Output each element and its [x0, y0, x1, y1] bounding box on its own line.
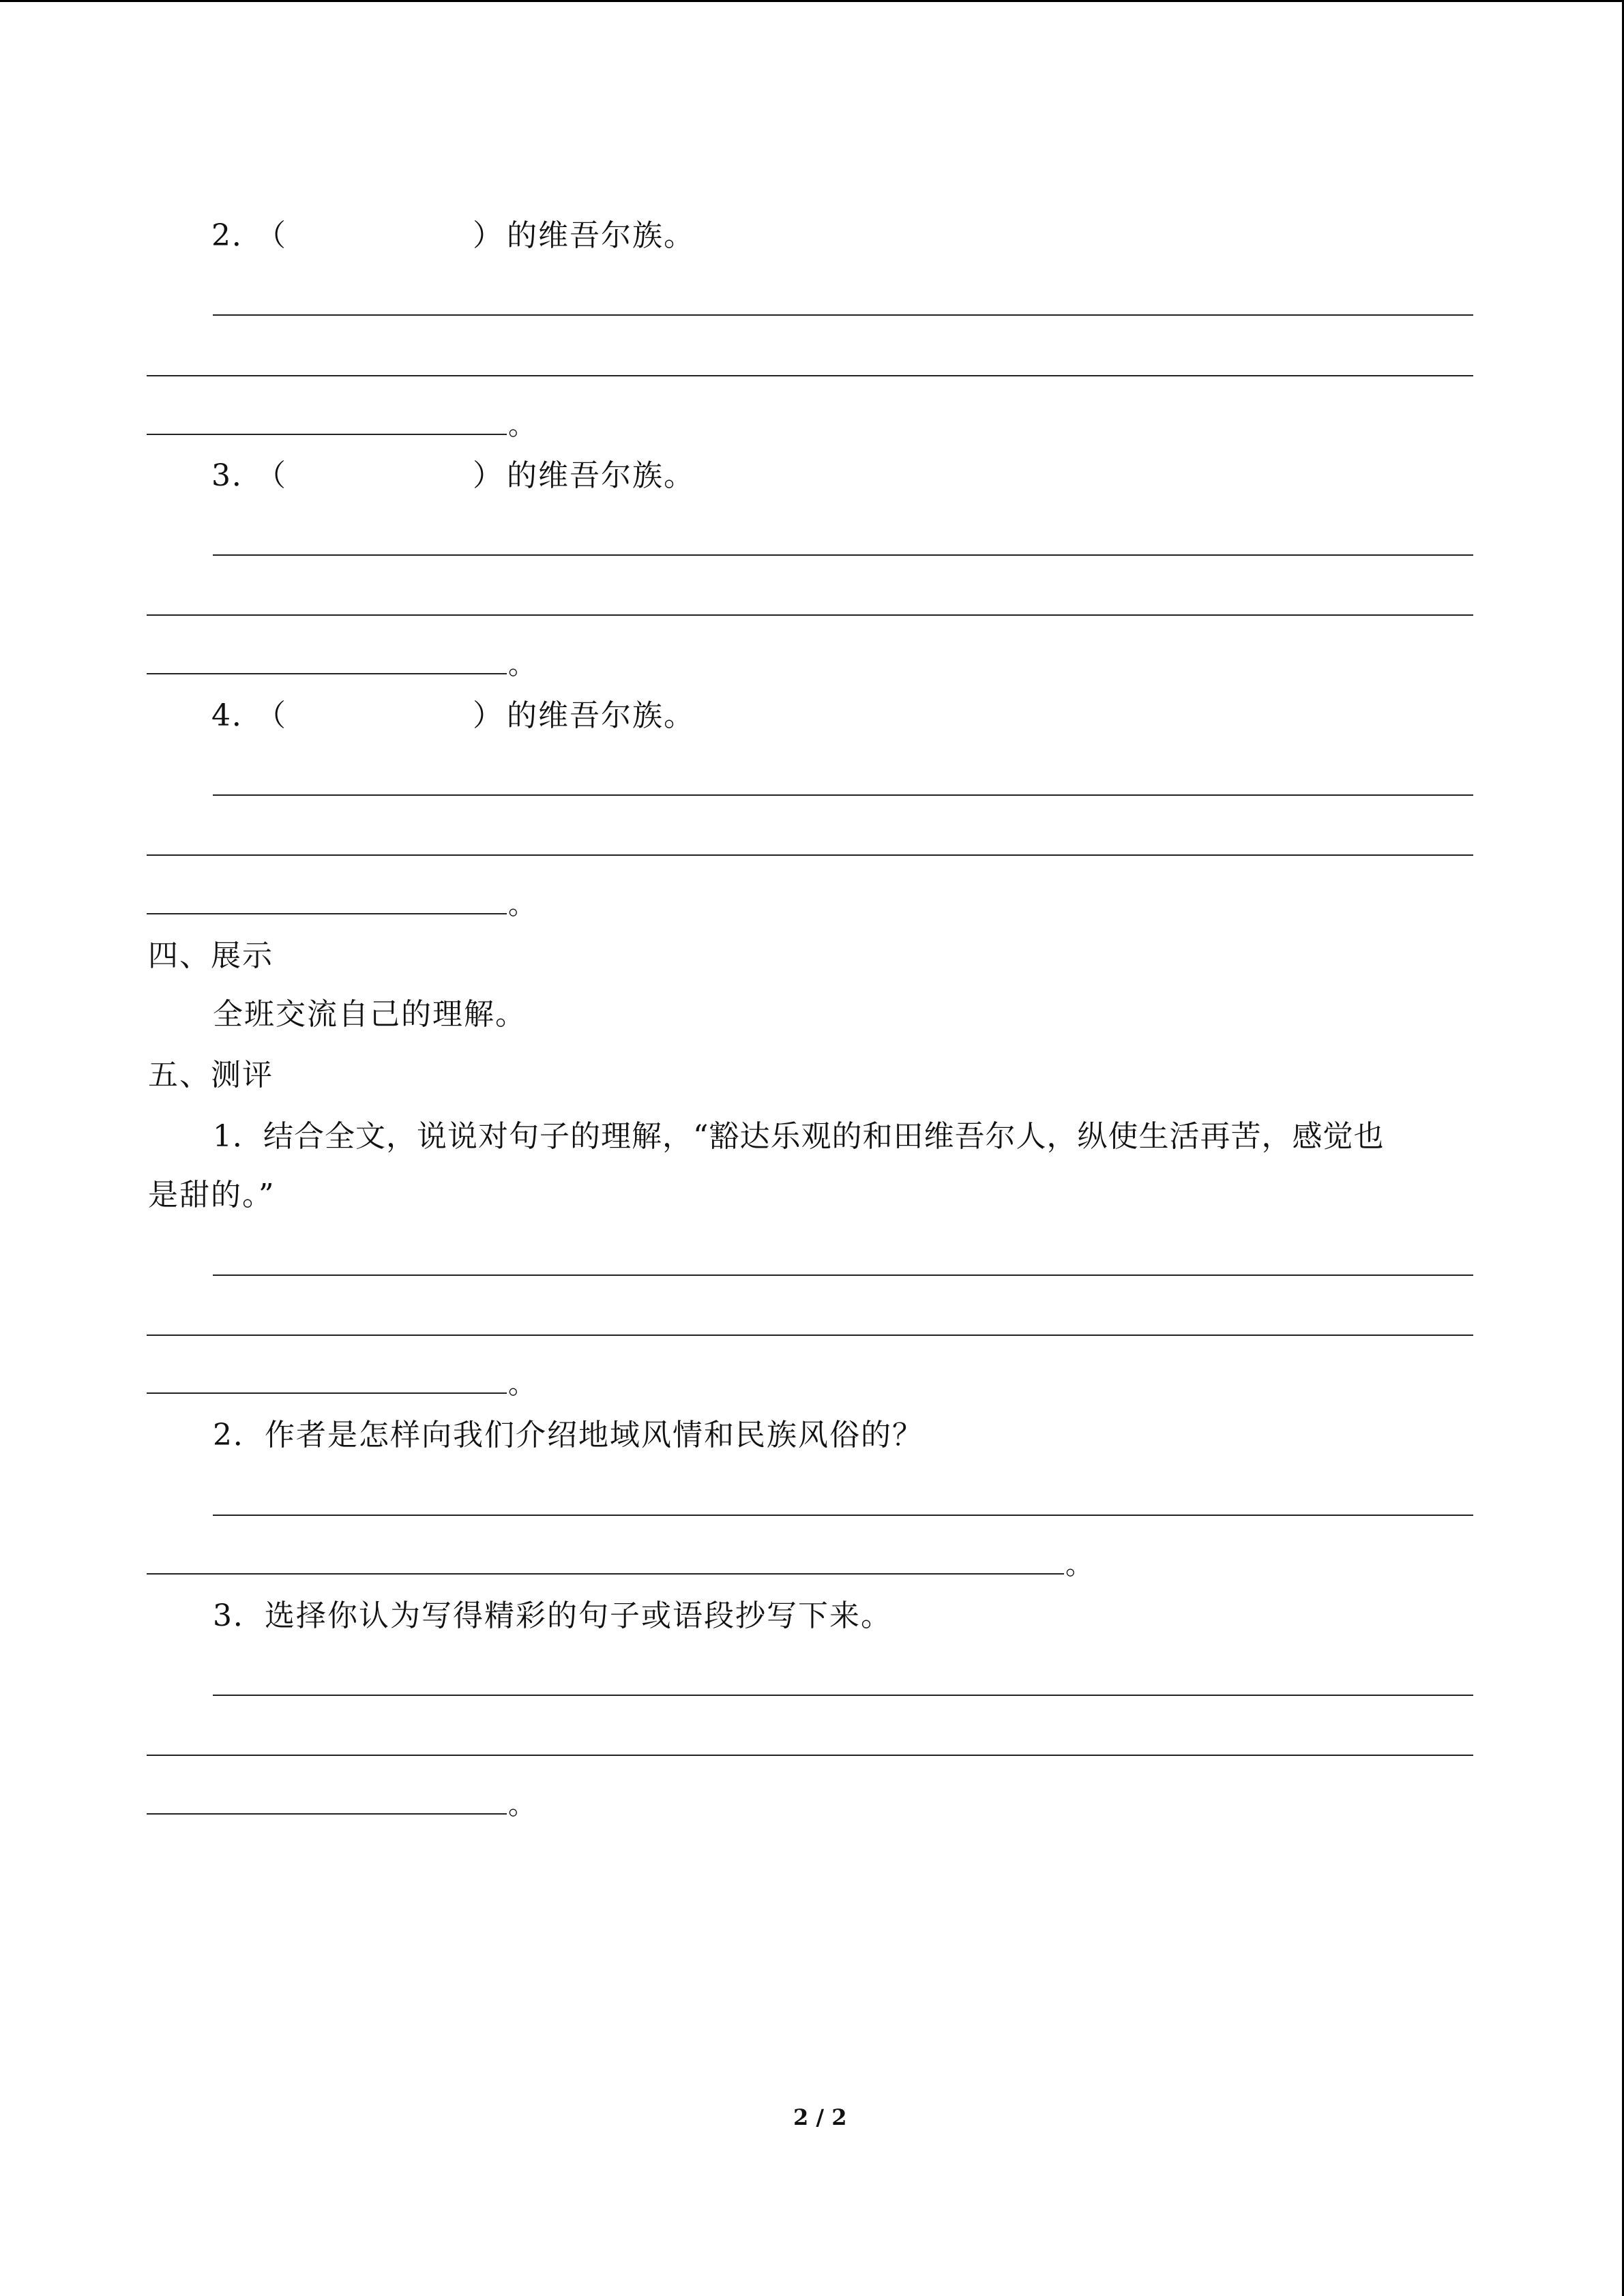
- answer-line[interactable]: [213, 794, 1473, 796]
- item-number: 3．: [211, 458, 263, 493]
- section-heading: 五、测评: [148, 1058, 274, 1092]
- question-1-line-1: 1．结合全文，说说对句子的理解，“豁达乐观的和田维吾尔人，纵使生活再苦，感觉也: [213, 1119, 1385, 1154]
- close-paren: ）: [473, 218, 503, 253]
- answer-line[interactable]: [213, 1515, 1473, 1516]
- end-period: 。: [508, 889, 535, 921]
- answer-line-short[interactable]: [147, 913, 507, 914]
- page-number: 2 / 2: [793, 2104, 847, 2130]
- close-paren: ）: [473, 698, 503, 733]
- answer-line[interactable]: [147, 854, 1473, 856]
- answer-line[interactable]: [213, 554, 1473, 556]
- end-period: 。: [508, 410, 535, 441]
- question-3: 3．选择你认为写得精彩的句子或语段抄写下来。: [213, 1598, 892, 1633]
- end-period: 。: [508, 1369, 535, 1400]
- open-paren: （: [256, 458, 286, 493]
- answer-line[interactable]: [213, 314, 1473, 316]
- item-suffix: 的维吾尔族。: [507, 218, 695, 253]
- item-number: 4．: [211, 698, 263, 733]
- item-suffix: 的维吾尔族。: [507, 698, 695, 733]
- item-suffix: 的维吾尔族。: [507, 458, 695, 493]
- end-period: 。: [1065, 1549, 1093, 1581]
- answer-line-short[interactable]: [147, 1813, 507, 1815]
- answer-line[interactable]: [147, 375, 1473, 376]
- answer-line[interactable]: [213, 1274, 1473, 1276]
- open-paren: （: [256, 698, 286, 733]
- close-paren: ）: [473, 458, 503, 493]
- page-top-border: [0, 0, 1624, 2]
- answer-line[interactable]: [147, 1335, 1473, 1336]
- question-1-line-2: 是甜的。”: [148, 1178, 276, 1212]
- answer-line-short[interactable]: [147, 434, 507, 435]
- open-paren: （: [256, 218, 286, 253]
- question-2: 2．作者是怎样向我们介绍地域风情和民族风俗的？: [213, 1418, 924, 1452]
- answer-line[interactable]: [147, 1755, 1473, 1756]
- section-heading: 四、展示: [148, 938, 274, 973]
- end-period: 。: [508, 649, 535, 681]
- answer-line-short[interactable]: [147, 1392, 507, 1394]
- answer-line-medium[interactable]: [147, 1573, 1064, 1575]
- end-period: 。: [508, 1789, 535, 1821]
- answer-line-short[interactable]: [147, 673, 507, 674]
- answer-line[interactable]: [147, 614, 1473, 616]
- answer-line[interactable]: [213, 1695, 1473, 1696]
- section-text: 全班交流自己的理解。: [213, 997, 527, 1032]
- item-number: 2．: [211, 218, 263, 253]
